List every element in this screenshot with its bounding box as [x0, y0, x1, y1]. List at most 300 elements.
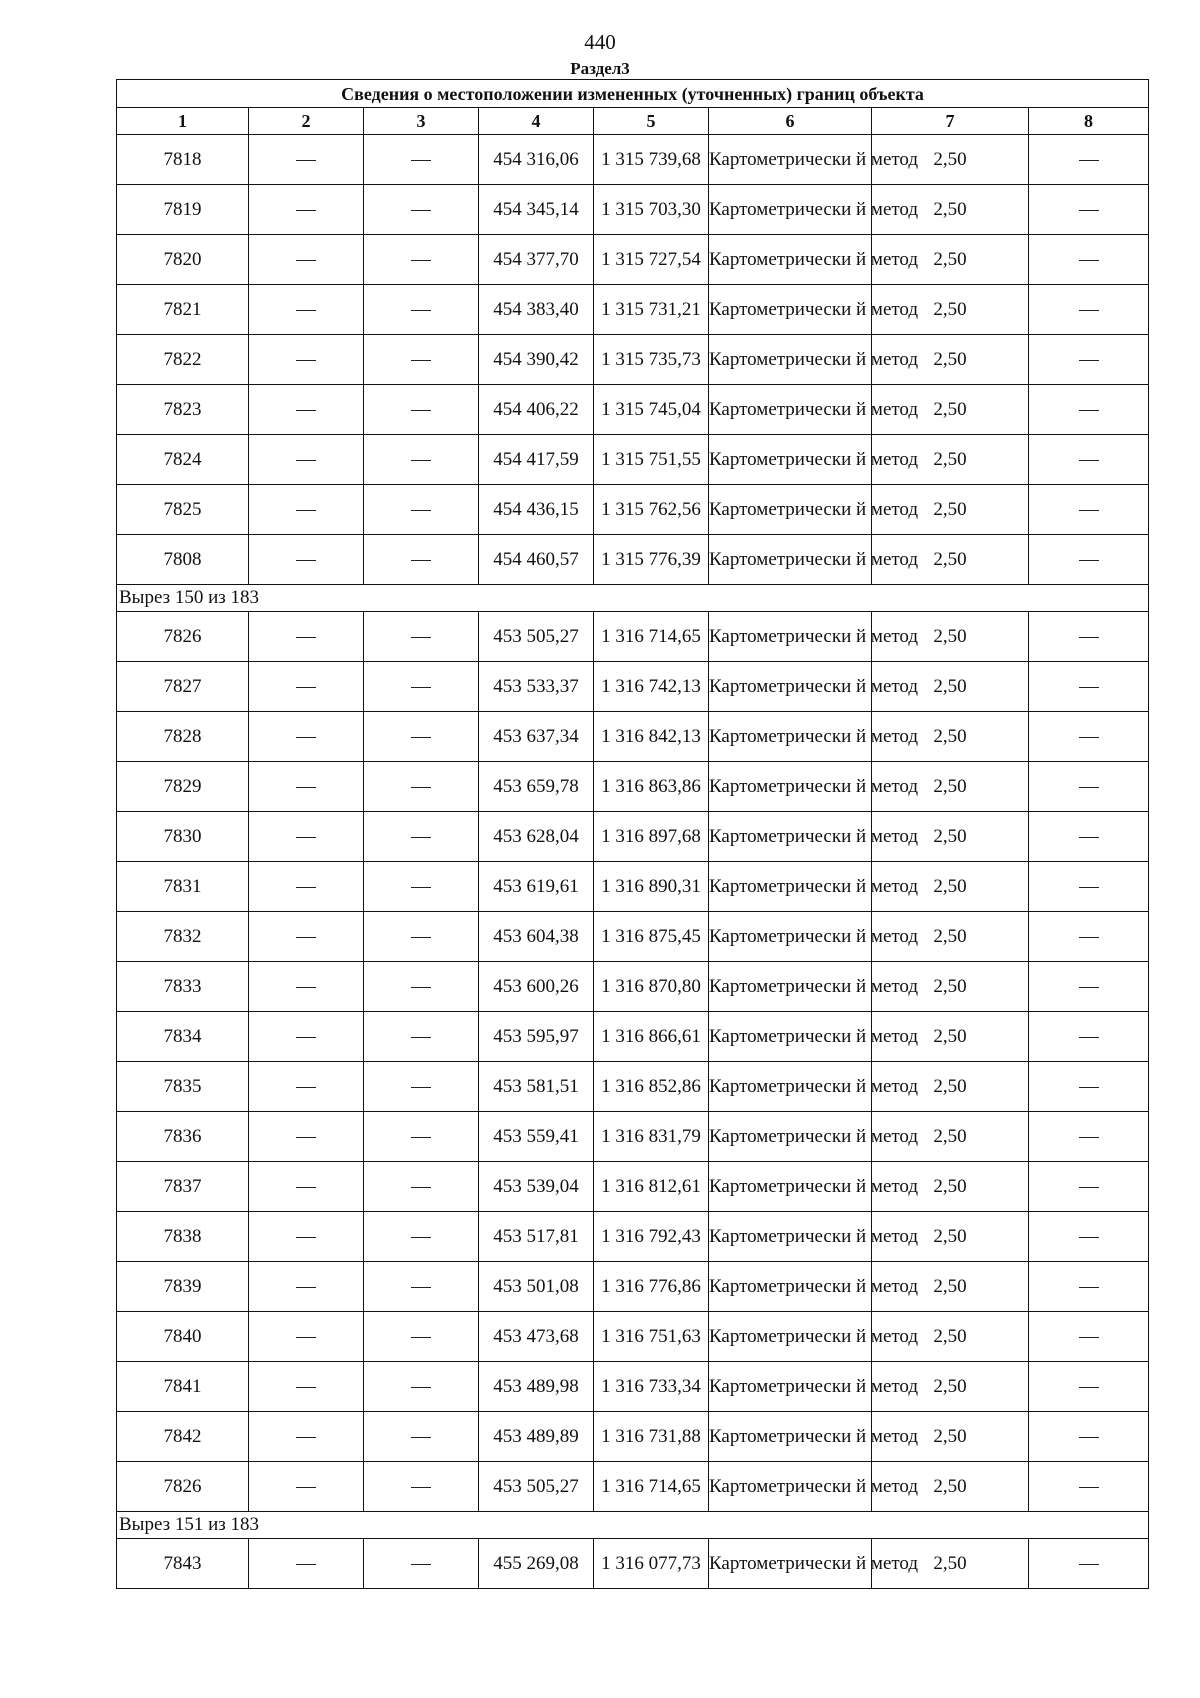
accuracy-cell: 2,50	[872, 1162, 1029, 1212]
col2-cell	[249, 1362, 364, 1412]
x-coordinate-cell: 454 383,40	[479, 285, 594, 335]
table-row	[117, 712, 1149, 762]
dash-mark	[411, 460, 431, 461]
x-coordinate-cell: 454 460,57	[479, 535, 594, 585]
dash-mark	[1079, 510, 1099, 511]
col2-cell	[249, 385, 364, 435]
x-coordinate-cell: 455 269,08	[479, 1539, 594, 1589]
dash-mark	[411, 360, 431, 361]
dash-mark	[411, 737, 431, 738]
point-number-cell: 7837	[117, 1162, 249, 1212]
dash-mark	[411, 1137, 431, 1138]
accuracy-cell: 2,50	[872, 662, 1029, 712]
accuracy-cell: 2,50	[872, 1262, 1029, 1312]
col3-cell	[364, 1539, 479, 1589]
method-cell: Картометрически й метод	[709, 962, 872, 1012]
x-coordinate-cell: 453 595,97	[479, 1012, 594, 1062]
column-header: 6	[709, 108, 872, 135]
col3-cell	[364, 285, 479, 335]
page-number: 440	[584, 30, 616, 54]
y-coordinate-cell: 1 316 852,86	[594, 1062, 709, 1112]
col8-cell	[1029, 1012, 1149, 1062]
method-cell: Картометрически й метод	[709, 662, 872, 712]
col2-cell	[249, 1312, 364, 1362]
dash-mark	[1079, 560, 1099, 561]
col8-cell	[1029, 962, 1149, 1012]
col3-cell	[364, 962, 479, 1012]
dash-mark	[296, 987, 316, 988]
method-cell: Картометрически й метод	[709, 912, 872, 962]
col3-cell	[364, 1362, 479, 1412]
col2-cell	[249, 185, 364, 235]
dash-mark	[296, 937, 316, 938]
column-header: 2	[249, 108, 364, 135]
dash-mark	[411, 160, 431, 161]
x-coordinate-cell: 453 505,27	[479, 1462, 594, 1512]
y-coordinate-cell: 1 316 742,13	[594, 662, 709, 712]
col8-cell	[1029, 285, 1149, 335]
method-cell: Картометрически й метод	[709, 385, 872, 435]
col3-cell	[364, 1212, 479, 1262]
col2-cell	[249, 1462, 364, 1512]
accuracy-cell: 2,50	[872, 812, 1029, 862]
point-number-cell: 7821	[117, 285, 249, 335]
dash-mark	[411, 687, 431, 688]
col3-cell	[364, 1112, 479, 1162]
col2-cell	[249, 1012, 364, 1062]
x-coordinate-cell: 454 436,15	[479, 485, 594, 535]
col8-cell	[1029, 862, 1149, 912]
cutout-row	[117, 1512, 1149, 1539]
point-number-cell: 7842	[117, 1412, 249, 1462]
y-coordinate-cell: 1 316 842,13	[594, 712, 709, 762]
method-cell: Картометрически й метод	[709, 862, 872, 912]
boundary-table	[116, 79, 1149, 1589]
table-row	[117, 612, 1149, 662]
dash-mark	[411, 1237, 431, 1238]
col2-cell	[249, 235, 364, 285]
method-cell: Картометрически й метод	[709, 612, 872, 662]
accuracy-cell: 2,50	[872, 1312, 1029, 1362]
table-row	[117, 1212, 1149, 1262]
accuracy-cell: 2,50	[872, 1462, 1029, 1512]
method-cell: Картометрически й метод	[709, 1539, 872, 1589]
accuracy-cell: 2,50	[872, 1362, 1029, 1412]
dash-mark	[1079, 1437, 1099, 1438]
point-number-cell: 7835	[117, 1062, 249, 1112]
x-coordinate-cell: 453 619,61	[479, 862, 594, 912]
col3-cell	[364, 912, 479, 962]
col8-cell	[1029, 1312, 1149, 1362]
y-coordinate-cell: 1 315 762,56	[594, 485, 709, 535]
dash-mark	[1079, 1387, 1099, 1388]
x-coordinate-cell: 454 417,59	[479, 435, 594, 485]
col8-cell	[1029, 1112, 1149, 1162]
method-cell: Картометрически й метод	[709, 812, 872, 862]
col8-cell	[1029, 612, 1149, 662]
dash-mark	[1079, 310, 1099, 311]
table-row	[117, 1112, 1149, 1162]
point-number-cell: 7825	[117, 485, 249, 535]
col2-cell	[249, 535, 364, 585]
point-number-cell: 7830	[117, 812, 249, 862]
y-coordinate-cell: 1 316 890,31	[594, 862, 709, 912]
table-row	[117, 1462, 1149, 1512]
column-header: 5	[594, 108, 709, 135]
dash-mark	[1079, 1287, 1099, 1288]
method-cell: Картометрически й метод	[709, 1162, 872, 1212]
dash-mark	[411, 887, 431, 888]
column-header: 1	[117, 108, 249, 135]
table-row	[117, 662, 1149, 712]
method-cell: Картометрически й метод	[709, 1012, 872, 1062]
method-cell: Картометрически й метод	[709, 1212, 872, 1262]
point-number-cell: 7828	[117, 712, 249, 762]
dash-mark	[1079, 1564, 1099, 1565]
dash-mark	[411, 1187, 431, 1188]
y-coordinate-cell: 1 315 776,39	[594, 535, 709, 585]
dash-mark	[411, 1087, 431, 1088]
table-row	[117, 1162, 1149, 1212]
y-coordinate-cell: 1 316 831,79	[594, 1112, 709, 1162]
dash-mark	[296, 787, 316, 788]
y-coordinate-cell: 1 316 751,63	[594, 1312, 709, 1362]
point-number-cell: 7819	[117, 185, 249, 235]
dash-mark	[296, 1337, 316, 1338]
y-coordinate-cell: 1 316 866,61	[594, 1012, 709, 1062]
dash-mark	[296, 1437, 316, 1438]
col2-cell	[249, 285, 364, 335]
dash-mark	[411, 1437, 431, 1438]
col3-cell	[364, 762, 479, 812]
col3-cell	[364, 812, 479, 862]
col3-cell	[364, 1412, 479, 1462]
column-header: 3	[364, 108, 479, 135]
x-coordinate-cell: 453 581,51	[479, 1062, 594, 1112]
table-row	[117, 535, 1149, 585]
col8-cell	[1029, 435, 1149, 485]
col8-cell	[1029, 912, 1149, 962]
col8-cell	[1029, 1162, 1149, 1212]
table-row	[117, 135, 1149, 185]
x-coordinate-cell: 453 489,89	[479, 1412, 594, 1462]
y-coordinate-cell: 1 316 875,45	[594, 912, 709, 962]
cutout-row	[117, 585, 1149, 612]
y-coordinate-cell: 1 315 739,68	[594, 135, 709, 185]
accuracy-cell: 2,50	[872, 762, 1029, 812]
col3-cell	[364, 612, 479, 662]
col2-cell	[249, 1112, 364, 1162]
method-cell: Картометрически й метод	[709, 1362, 872, 1412]
point-number-cell: 7840	[117, 1312, 249, 1362]
col2-cell	[249, 435, 364, 485]
point-number-cell: 7838	[117, 1212, 249, 1262]
dash-mark	[296, 737, 316, 738]
col2-cell	[249, 1539, 364, 1589]
col8-cell	[1029, 1412, 1149, 1462]
x-coordinate-cell: 454 406,22	[479, 385, 594, 435]
table-row	[117, 1362, 1149, 1412]
dash-mark	[296, 887, 316, 888]
dash-mark	[411, 937, 431, 938]
table-row	[117, 335, 1149, 385]
dash-mark	[1079, 687, 1099, 688]
y-coordinate-cell: 1 316 077,73	[594, 1539, 709, 1589]
accuracy-cell: 2,50	[872, 335, 1029, 385]
point-number-cell: 7822	[117, 335, 249, 385]
method-cell: Картометрически й метод	[709, 335, 872, 385]
accuracy-cell: 2,50	[872, 385, 1029, 435]
dash-mark	[411, 637, 431, 638]
point-number-cell: 7843	[117, 1539, 249, 1589]
dash-mark	[296, 687, 316, 688]
dash-mark	[411, 1037, 431, 1038]
point-number-cell: 7831	[117, 862, 249, 912]
dash-mark	[1079, 160, 1099, 161]
y-coordinate-cell: 1 316 714,65	[594, 1462, 709, 1512]
method-cell: Картометрически й метод	[709, 235, 872, 285]
method-cell: Картометрически й метод	[709, 1262, 872, 1312]
col3-cell	[364, 1062, 479, 1112]
y-coordinate-cell: 1 316 714,65	[594, 612, 709, 662]
col8-cell	[1029, 535, 1149, 585]
dash-mark	[1079, 987, 1099, 988]
dash-mark	[296, 1137, 316, 1138]
y-coordinate-cell: 1 315 731,21	[594, 285, 709, 335]
x-coordinate-cell: 453 637,34	[479, 712, 594, 762]
dash-mark	[1079, 1337, 1099, 1338]
dash-mark	[296, 637, 316, 638]
col2-cell	[249, 962, 364, 1012]
point-number-cell: 7826	[117, 612, 249, 662]
col3-cell	[364, 862, 479, 912]
col2-cell	[249, 1162, 364, 1212]
y-coordinate-cell: 1 315 703,30	[594, 185, 709, 235]
col8-cell	[1029, 712, 1149, 762]
col3-cell	[364, 535, 479, 585]
table-row	[117, 1062, 1149, 1112]
col3-cell	[364, 485, 479, 535]
dash-mark	[296, 560, 316, 561]
method-cell: Картометрически й метод	[709, 285, 872, 335]
col8-cell	[1029, 1062, 1149, 1112]
col8-cell	[1029, 812, 1149, 862]
col3-cell	[364, 1312, 479, 1362]
col3-cell	[364, 712, 479, 762]
dash-mark	[1079, 260, 1099, 261]
col2-cell	[249, 612, 364, 662]
dash-mark	[1079, 1237, 1099, 1238]
y-coordinate-cell: 1 315 745,04	[594, 385, 709, 435]
col3-cell	[364, 185, 479, 235]
col2-cell	[249, 862, 364, 912]
x-coordinate-cell: 453 604,38	[479, 912, 594, 962]
col3-cell	[364, 1462, 479, 1512]
dash-mark	[1079, 1137, 1099, 1138]
table-row	[117, 1262, 1149, 1312]
method-cell: Картометрически й метод	[709, 1312, 872, 1362]
y-coordinate-cell: 1 316 733,34	[594, 1362, 709, 1412]
col8-cell	[1029, 1262, 1149, 1312]
point-number-cell: 7820	[117, 235, 249, 285]
dash-mark	[296, 360, 316, 361]
dash-mark	[1079, 887, 1099, 888]
col3-cell	[364, 1262, 479, 1312]
dash-mark	[1079, 1487, 1099, 1488]
point-number-cell: 7832	[117, 912, 249, 962]
x-coordinate-cell: 453 600,26	[479, 962, 594, 1012]
method-cell: Картометрически й метод	[709, 762, 872, 812]
y-coordinate-cell: 1 316 731,88	[594, 1412, 709, 1462]
accuracy-cell: 2,50	[872, 435, 1029, 485]
method-cell: Картометрически й метод	[709, 135, 872, 185]
accuracy-cell: 2,50	[872, 185, 1029, 235]
dash-mark	[296, 1237, 316, 1238]
dash-mark	[411, 837, 431, 838]
accuracy-cell: 2,50	[872, 1012, 1029, 1062]
dash-mark	[296, 510, 316, 511]
y-coordinate-cell: 1 315 751,55	[594, 435, 709, 485]
cutout-label: Вырез 150 из 183	[117, 585, 1149, 612]
dash-mark	[1079, 1087, 1099, 1088]
point-number-cell: 7836	[117, 1112, 249, 1162]
col8-cell	[1029, 1212, 1149, 1262]
accuracy-cell: 2,50	[872, 285, 1029, 335]
accuracy-cell: 2,50	[872, 1539, 1029, 1589]
table-row	[117, 1312, 1149, 1362]
accuracy-cell: 2,50	[872, 485, 1029, 535]
dash-mark	[296, 1564, 316, 1565]
table-row	[117, 235, 1149, 285]
x-coordinate-cell: 453 489,98	[479, 1362, 594, 1412]
dash-mark	[411, 1387, 431, 1388]
dash-mark	[296, 210, 316, 211]
y-coordinate-cell: 1 316 776,86	[594, 1262, 709, 1312]
col8-cell	[1029, 1539, 1149, 1589]
column-header: 8	[1029, 108, 1149, 135]
dash-mark	[296, 160, 316, 161]
dash-mark	[296, 1387, 316, 1388]
point-number-cell: 7834	[117, 1012, 249, 1062]
col3-cell	[364, 662, 479, 712]
method-cell: Картометрически й метод	[709, 485, 872, 535]
point-number-cell: 7826	[117, 1462, 249, 1512]
col2-cell	[249, 335, 364, 385]
dash-mark	[1079, 210, 1099, 211]
dash-mark	[411, 560, 431, 561]
table-row	[117, 485, 1149, 535]
method-cell: Картометрически й метод	[709, 435, 872, 485]
y-coordinate-cell: 1 315 727,54	[594, 235, 709, 285]
dash-mark	[411, 210, 431, 211]
dash-mark	[296, 310, 316, 311]
method-cell: Картометрически й метод	[709, 712, 872, 762]
col3-cell	[364, 435, 479, 485]
accuracy-cell: 2,50	[872, 862, 1029, 912]
x-coordinate-cell: 453 473,68	[479, 1312, 594, 1362]
dash-mark	[411, 787, 431, 788]
col2-cell	[249, 1412, 364, 1462]
x-coordinate-cell: 453 533,37	[479, 662, 594, 712]
point-number-cell: 7808	[117, 535, 249, 585]
table-row	[117, 285, 1149, 335]
y-coordinate-cell: 1 316 863,86	[594, 762, 709, 812]
dash-mark	[411, 1337, 431, 1338]
dash-mark	[296, 1037, 316, 1038]
x-coordinate-cell: 453 517,81	[479, 1212, 594, 1262]
dash-mark	[1079, 737, 1099, 738]
col8-cell	[1029, 662, 1149, 712]
col2-cell	[249, 662, 364, 712]
accuracy-cell: 2,50	[872, 235, 1029, 285]
table-title-row	[117, 80, 1149, 108]
dash-mark	[1079, 937, 1099, 938]
dash-mark	[411, 1487, 431, 1488]
dash-mark	[296, 1087, 316, 1088]
dash-mark	[1079, 410, 1099, 411]
dash-mark	[296, 1487, 316, 1488]
dash-mark	[1079, 1187, 1099, 1188]
accuracy-cell: 2,50	[872, 962, 1029, 1012]
col2-cell	[249, 812, 364, 862]
table-row	[117, 435, 1149, 485]
table-row	[117, 862, 1149, 912]
section-label: Раздел3	[570, 59, 630, 78]
dash-mark	[1079, 637, 1099, 638]
col2-cell	[249, 1212, 364, 1262]
cutout-label: Вырез 151 из 183	[117, 1512, 1149, 1539]
dash-mark	[1079, 460, 1099, 461]
accuracy-cell: 2,50	[872, 135, 1029, 185]
dash-mark	[411, 410, 431, 411]
col2-cell	[249, 762, 364, 812]
point-number-cell: 7829	[117, 762, 249, 812]
col3-cell	[364, 135, 479, 185]
point-number-cell: 7824	[117, 435, 249, 485]
method-cell: Картометрически й метод	[709, 1062, 872, 1112]
y-coordinate-cell: 1 316 792,43	[594, 1212, 709, 1262]
point-number-cell: 7839	[117, 1262, 249, 1312]
col2-cell	[249, 485, 364, 535]
col3-cell	[364, 335, 479, 385]
table-row	[117, 385, 1149, 435]
table-row	[117, 912, 1149, 962]
table-row	[117, 1012, 1149, 1062]
x-coordinate-cell: 454 390,42	[479, 335, 594, 385]
col3-cell	[364, 1162, 479, 1212]
x-coordinate-cell: 453 559,41	[479, 1112, 594, 1162]
col8-cell	[1029, 135, 1149, 185]
dash-mark	[411, 1287, 431, 1288]
x-coordinate-cell: 454 345,14	[479, 185, 594, 235]
col8-cell	[1029, 385, 1149, 435]
dash-mark	[1079, 787, 1099, 788]
point-number-cell: 7823	[117, 385, 249, 435]
col2-cell	[249, 712, 364, 762]
y-coordinate-cell: 1 316 897,68	[594, 812, 709, 862]
table-row	[117, 1539, 1149, 1589]
x-coordinate-cell: 453 659,78	[479, 762, 594, 812]
table-row	[117, 185, 1149, 235]
x-coordinate-cell: 453 628,04	[479, 812, 594, 862]
accuracy-cell: 2,50	[872, 1112, 1029, 1162]
dash-mark	[296, 1287, 316, 1288]
table-row	[117, 812, 1149, 862]
col8-cell	[1029, 235, 1149, 285]
col3-cell	[364, 385, 479, 435]
dash-mark	[411, 260, 431, 261]
point-number-cell: 7818	[117, 135, 249, 185]
